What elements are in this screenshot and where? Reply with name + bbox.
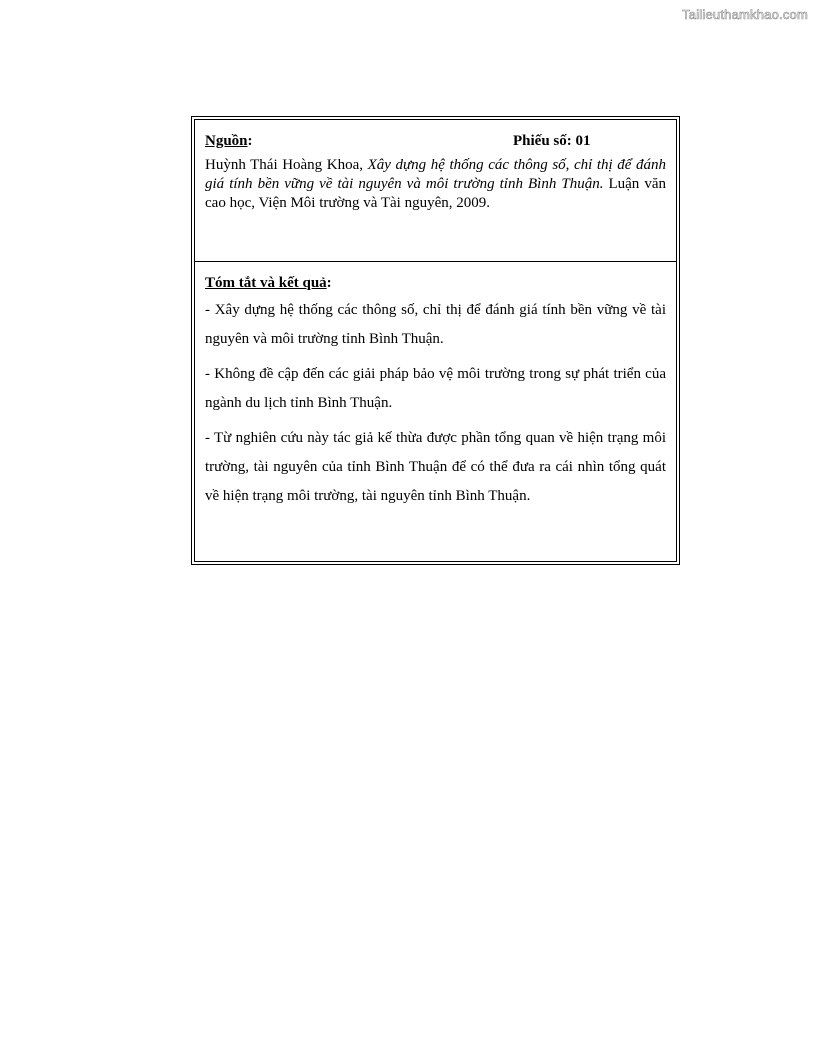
summary-item: - Từ nghiên cứu này tác giả kế thừa được phần tổng quan về hiện trạng môi trường, tài nguyên của tỉnh Bình Thuận để có thể đưa ra cái nhìn tổng quát về hiện trạng môi trường, tài nguyên tỉnh Bình Thuận. [205,430,666,504]
summary-heading [205,273,666,293]
summary-item: - Không đề cập đến các giải pháp bảo vệ môi trường trong sự phát triển của ngành du lịch tỉnh Bình Thuận. [205,366,666,411]
source-label-text: Nguồn [205,133,248,149]
citation-details: Luận văn cao học, Viện Môi trường và Tài nguyên, 2009. [205,176,666,211]
summary-item: - Xây dựng hệ thống các thông số, chỉ thị để đánh giá tính bền vững về tài nguyên và môi trường tỉnh Bình Thuận. [205,302,666,347]
source-label [205,133,253,150]
summary-section [195,262,676,561]
citation [205,156,666,213]
citation-title: Xây dựng hệ thống các thông số, chỉ thị để đánh giá tính bền vững về tài nguyên và môi trường tỉnh Bình Thuận. [205,157,667,192]
source-section [195,120,676,262]
sheet-number: Phiếu số: 01 [513,133,591,149]
reference-card-inner [194,119,677,562]
source-label-colon: : [247,133,253,149]
summary-heading-text: Tóm tắt và kết quả [205,275,327,291]
reference-card [191,116,680,565]
source-header-row [205,133,666,155]
citation-author: Huỳnh Thái Hoàng Khoa, [205,157,368,173]
summary-heading-colon: : [326,275,332,291]
watermark-text: Tailieuthamkhao.com [682,7,808,22]
